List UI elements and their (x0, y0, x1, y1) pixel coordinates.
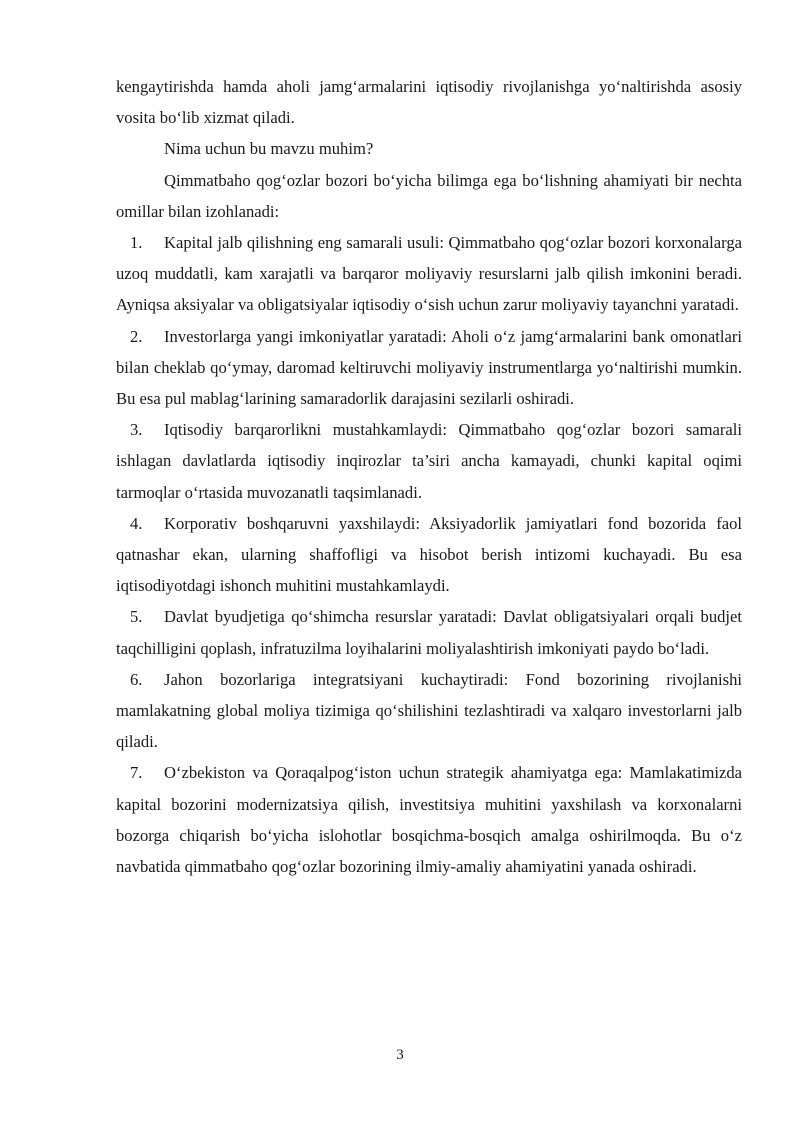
list-item (116, 321, 742, 415)
list-item-text: Jahon bozorlariga integratsiyani kuchaytiradi: Fond bozorining rivojlanishi mamlakatning global moliya tizimiga qo‘shilishini tezlashtiradi va xalqaro investorlarni jalb qiladi. (116, 669, 742, 752)
intro-paragraph: kengaytirishda hamda aholi jamg‘armalarini iqtisodiy rivojlanishga yo‘naltirishda asosiy vosita bo‘lib xizmat qiladi. (116, 77, 742, 128)
document-page (116, 71, 742, 882)
list-item-number: 4. (130, 513, 143, 533)
list-item (116, 414, 742, 508)
list-item-number: 5. (130, 607, 143, 627)
list-item-text: Kapital jalb qilishning eng samarali usuli: Qimmatbaho qog‘ozlar bozori korxonalarga uzoq muddatli, kam xarajatli va barqaror moliyaviy resurslarni jalb qilish imkonini beradi. Ayniqsa aksiyalar va obligatsiyalar iqtisodiy o‘sish uchun zarur moliyaviy tayanchni yaratadi. (116, 233, 742, 315)
question-heading: Nima uchun bu mavzu muhim? (164, 139, 374, 159)
lead-paragraph: Qimmatbaho qog‘ozlar bozori bo‘yicha bilimga ega bo‘lishning ahamiyati bir nechta omillar bilan izohlanadi: (116, 170, 742, 221)
list-item-text: Davlat byudjetiga qo‘shimcha resurslar yaratadi: Davlat obligatsiyalari orqali budjet taqchilligini qoplash, infratuzilma loyihalarini moliyalashtirish imkoniyati paydo bo‘ladi. (116, 607, 742, 658)
list-item-number: 3. (130, 420, 143, 440)
list-item (116, 664, 742, 758)
list-item-number: 7. (130, 763, 143, 783)
page-number: 3 (396, 1047, 404, 1063)
list-item-text: Korporativ boshqaruvni yaxshilaydi: Aksiyadorlik jamiyatlari fond bozorida faol qatnashar ekan, ularning shaffofligi va hisobot berish intizomi kuchayadi. Bu esa iqtisodiyotdagi ishonch muhitini mustahkamlaydi. (116, 513, 742, 596)
list-item (116, 227, 742, 321)
list-item-text: O‘zbekiston va Qoraqalpog‘iston uchun strategik ahamiyatga ega: Mamlakatimizda kapital bozorini modernizatsiya qilish, investitsiya muhitini yaxshilash va korxonalarni bozorga chiqarish bo‘yicha islohotlar bosqichma-bosqich amalga oshirilmoqda. Bu o‘z navbatida qimmatbaho qog‘ozlar bozorining ilmiy-amaliy ahamiyatini yanada oshiradi. (116, 763, 742, 877)
list-item (116, 601, 742, 663)
list-item-number: 2. (130, 326, 143, 346)
list-item (116, 508, 742, 602)
list-item-number: 6. (130, 669, 143, 689)
list-item-text: Iqtisodiy barqarorlikni mustahkamlaydi: Qimmatbaho qog‘ozlar bozori samarali ishlagan davlatlarda iqtisodiy inqirozlar ta’siri ancha kamayadi, chunki kapital oqimi tarmoqlar o‘rtasida muvozanatli taqsimlanadi. (116, 420, 742, 502)
list-item-text: Investorlarga yangi imkoniyatlar yaratadi: Aholi o‘z jamg‘armalarini bank omonatlari bilan cheklab qo‘ymay, daromad keltiruvchi moliyaviy instrumentlarga yo‘naltirishi mumkin. Bu esa pul mablag‘larining samaradorlik darajasini sezilarli oshiradi. (116, 326, 742, 409)
list-item (116, 757, 742, 882)
list-item-number: 1. (130, 233, 143, 253)
